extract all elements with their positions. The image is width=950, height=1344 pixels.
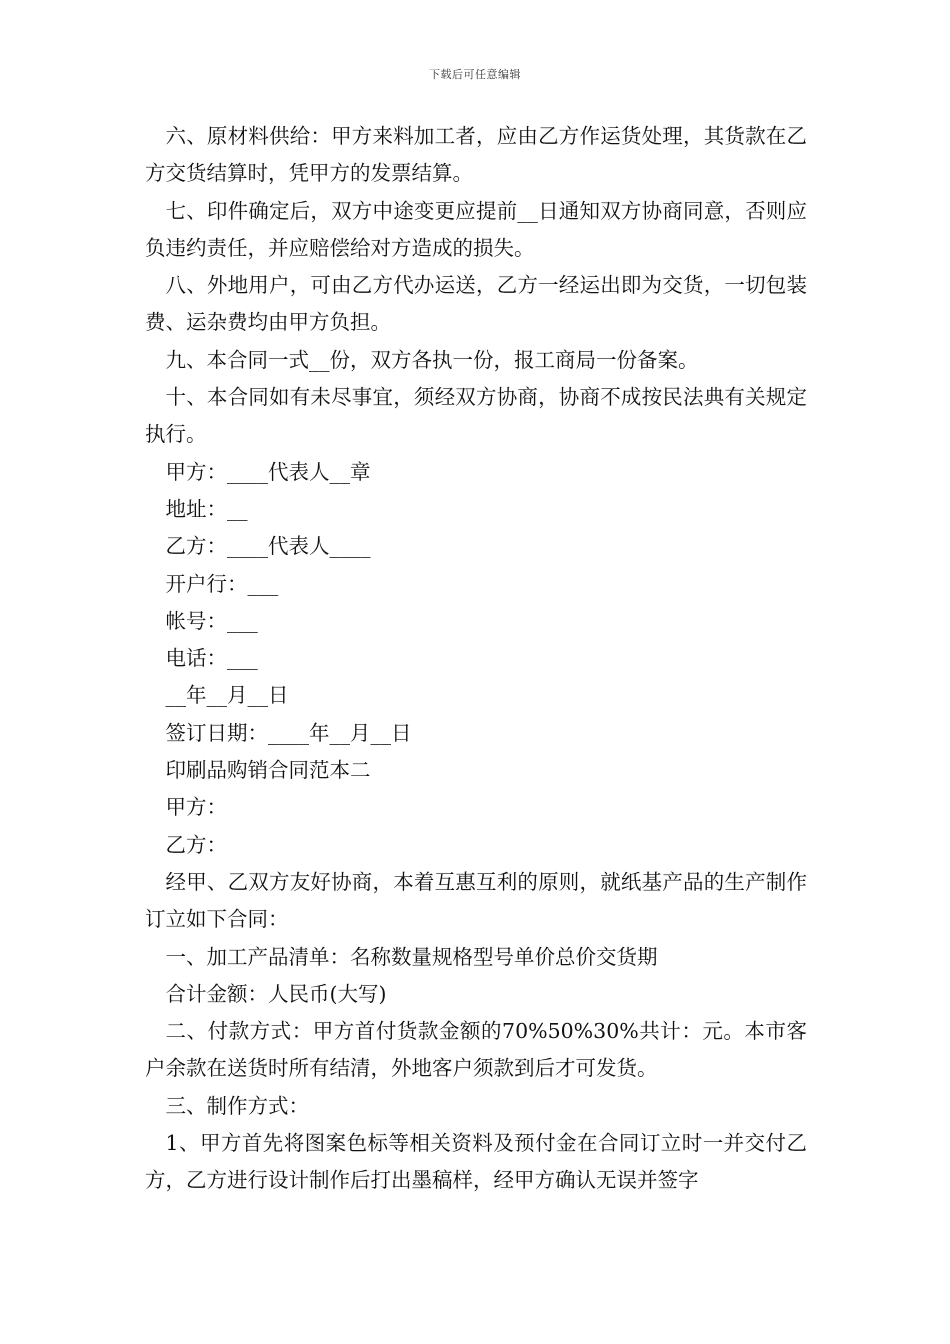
clause-9: 九、本合同一式__份，双方各执一份，报工商局一份备案。 [165, 347, 699, 372]
preamble: 经甲、乙双方友好协商，本着互惠互利的原则，就纸基产品的生产制作订立如下合同： [145, 869, 807, 932]
bank-line: 开户行：___ [165, 571, 279, 596]
phone-line: 电话：___ [165, 646, 258, 671]
page-header-note: 下载后可任意编辑 [429, 68, 521, 81]
clause-3-method: 三、制作方式： [165, 1093, 309, 1118]
clause-8: 八、外地用户，可由乙方代办运送，乙方一经运出即为交货，一切包装费、运杂费均由甲方负担。 [145, 273, 807, 335]
section-title: 印刷品购销合同范本二 [165, 758, 371, 783]
clause-3-item-1: 1、甲方首先将图案色标等相关资料及预付金在合同订立时一并交付乙方，乙方进行设计制作后打出墨稿样，经甲方确认无误并签字 [145, 1131, 807, 1193]
signing-date-line: 签订日期：____年__月__日 [165, 720, 412, 745]
clause-2-payment: 二、付款方式：甲方首付货款金额的70%50%30%共计：元。本市客户余款在送货时所有结清，外地客户须款到后才可发货。 [145, 1019, 807, 1081]
total-amount-line: 合计金额：人民币(大写) [165, 981, 387, 1006]
clause-6: 六、原材料供给：甲方来料加工者，应由乙方作运货处理，其货款在乙方交货结算时，凭甲方的发票结算。 [145, 124, 807, 186]
address-line: 地址：__ [165, 496, 248, 521]
clause-7: 七、印件确定后，双方中途变更应提前__日通知双方协商同意，否则应负违约责任，并应赔偿给对方造成的损失。 [145, 198, 807, 260]
party-a-line: 甲方：____代表人__章 [165, 459, 371, 484]
document-body [145, 118, 807, 1200]
party-b-label: 乙方： [165, 832, 227, 857]
date-line: __年__月__日 [165, 683, 289, 708]
clause-1-products: 一、加工产品清单：名称数量规格型号单价总价交货期 [165, 944, 658, 969]
party-b-line: 乙方：____代表人____ [165, 534, 371, 559]
party-a-label: 甲方： [165, 795, 227, 820]
account-line: 帐号：___ [165, 608, 258, 633]
clause-10: 十、本合同如有未尽事宜，须经双方协商，协商不成按民法典有关规定执行。 [145, 385, 807, 447]
